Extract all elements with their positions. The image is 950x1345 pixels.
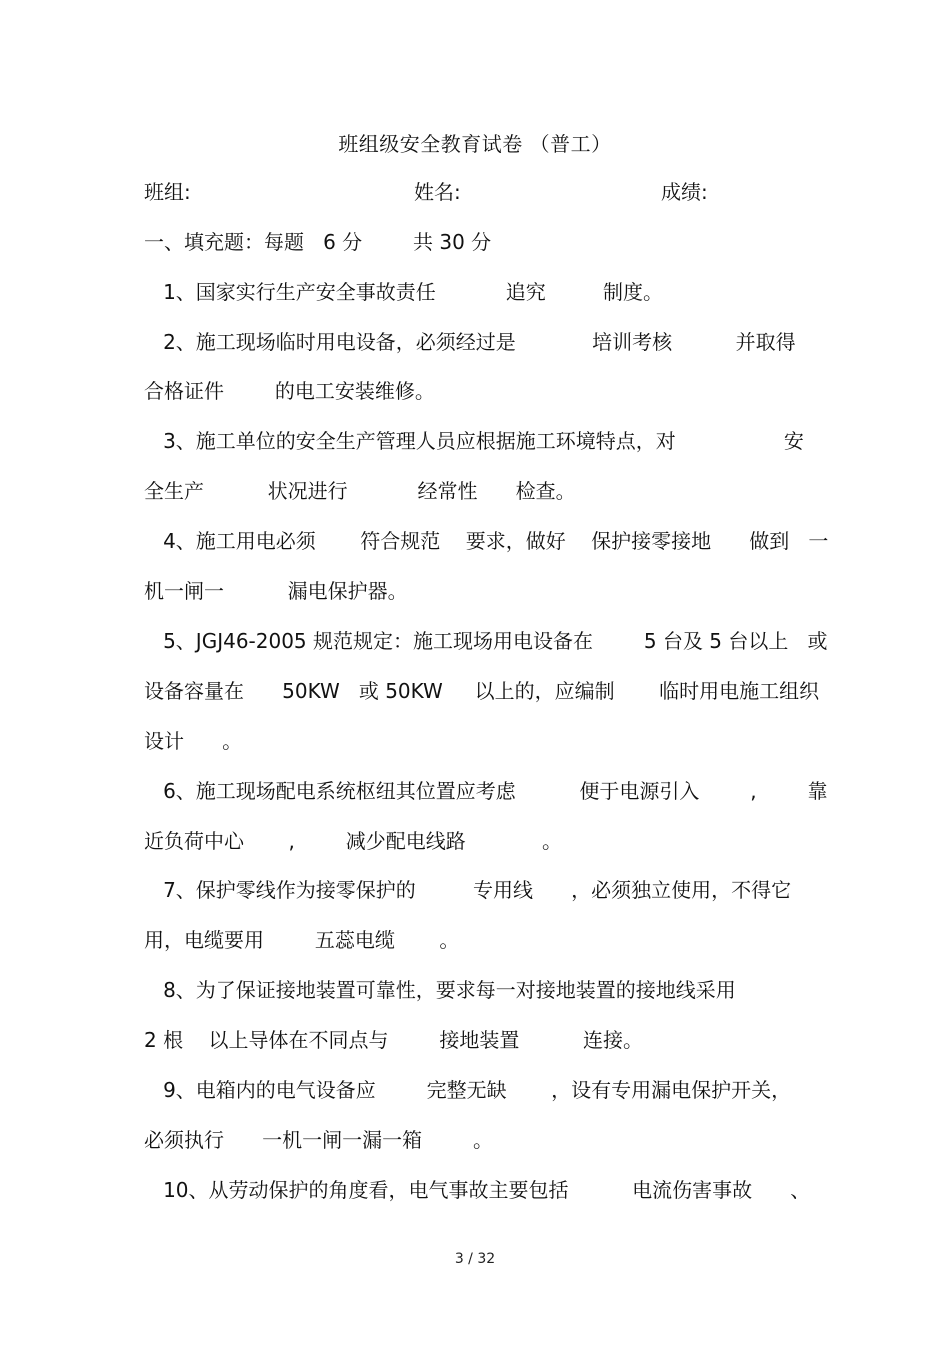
question-line: 用，电缆要用 五蕊电缆 。 — [144, 928, 460, 952]
question-line: 必须执行 一机一闸一漏一箱 。 — [144, 1128, 494, 1152]
question-line: 10、从劳动保护的角度看，电气事故主要包括 电流伤害事故 、 — [144, 1178, 811, 1202]
question-line: 6、施工现场配电系统枢纽其位置应考虑 便于电源引入 , 靠 — [144, 779, 828, 803]
question-line: 全生产 状况进行 经常性 检查。 — [144, 479, 576, 503]
page-number: 3 / 32 — [454, 1251, 496, 1267]
question-line: 2、施工现场临时用电设备，必须经过是 培训考核 并取得 — [144, 330, 796, 354]
question-line: 8、为了保证接地装置可靠性，要求每一对接地装置的接地线采用 — [144, 978, 736, 1002]
section-heading: 一、填充题：每题 6 分 共 30 分 — [144, 230, 492, 254]
question-line: 2 根 以上导体在不同点与 接地装置 连接。 — [144, 1028, 643, 1052]
question-line: 设计 。 — [144, 729, 243, 753]
page-title: 班组级安全教育试卷 （普工） — [338, 132, 612, 156]
question-line: 5、JGJ46-2005 规范规定：施工现场用电设备在 5 台及 5 台以上 或 — [144, 629, 828, 653]
question-line: 7、保护零线作为接零保护的 专用线 ，必须独立使用，不得它 — [144, 878, 792, 902]
team-label: 班组: — [144, 180, 191, 204]
question-line: 3、施工单位的安全生产管理人员应根据施工环境特点，对 安 — [144, 429, 804, 453]
question-line: 1、国家实行生产安全事故责任 追究 制度。 — [144, 280, 663, 304]
question-line: 4、施工用电必须 符合规范 要求，做好 保护接零接地 做到 一 — [144, 529, 829, 553]
question-line: 9、电箱内的电气设备应 完整无缺 ，设有专用漏电保护开关， — [144, 1078, 792, 1102]
question-line: 合格证件 的电工安装维修。 — [144, 379, 435, 403]
score-label: 成绩: — [661, 180, 708, 204]
question-line: 机一闸一 漏电保护器。 — [144, 579, 408, 603]
question-line: 近负荷中心 , 减少配电线路 。 — [144, 829, 563, 853]
question-line: 设备容量在 50KW 或 50KW 以上的，应编制 临时用电施工组织 — [144, 679, 820, 703]
name-label: 姓名: — [414, 180, 461, 204]
